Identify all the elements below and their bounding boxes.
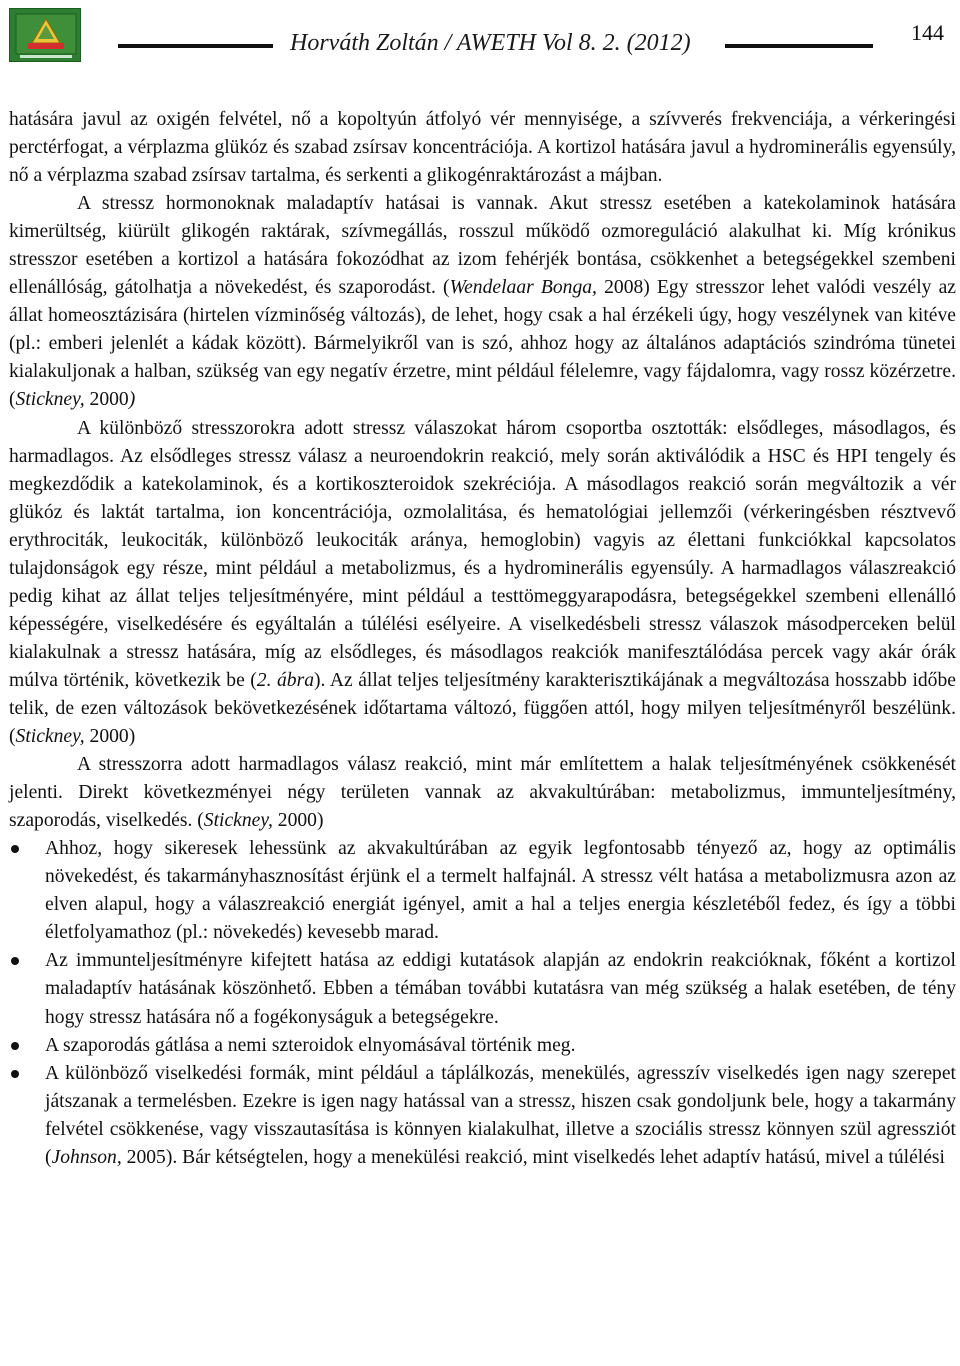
paragraph: [9, 415, 956, 752]
text-run: ). Az állat teljes teljesítmény karakterisztikájának a megváltozása hosszabb időbe telik, de ezen változások bekövetkezésének időtartama változó, függően attól, hogy milyen teljesítményről beszélünk. (: [9, 669, 956, 748]
italic-citation: Johnson,: [51, 1146, 122, 1168]
article-body: [9, 106, 956, 1172]
text-run: A stresszorra adott harmadlagos válasz reakció, mint már említettem a halak teljesítményének csökkenését jelenti. Direkt következményei négy területen vannak az akvakultúrában: metabolizmus, immunteljesítmény, szaporodás, viselkedés. (: [9, 754, 956, 832]
italic-citation: 2. ábra: [256, 669, 315, 691]
bullet-item: [9, 947, 956, 1031]
text-run: 2000: [84, 389, 129, 411]
text-run: A szaporodás gátlása a nemi szteroidok elnyomásával történik meg.: [45, 1034, 576, 1056]
bullet-item: [9, 1060, 956, 1172]
italic-citation: Stickney,: [15, 389, 85, 411]
page-header: [0, 0, 960, 72]
paragraph: [9, 751, 956, 835]
italic-citation: Stickney,: [15, 726, 85, 748]
header-rule-left: [118, 44, 273, 48]
text-run: hatására javul az oxigén felvétel, nő a kopoltyún átfolyó vér mennyisége, a szívverés frekvenciája, a vérkeringési perctérfogat, a vérplazma glükóz és szabad zsírsav koncentrációja. A kortizol hatására javul a hydrominerális egyensúly, nő a vérplazma szabad zsírsav tartalma, és serkenti a glikogénraktározást a májban.: [9, 109, 956, 187]
text-run: Az immunteljesítményre kifejtett hatása az eddigi kutatások alapján az endokrin reakcióknak, főként a kortizol maladaptív hatásának köszönhető. Ebben a témában további kutatásra van még szükség a halak esetében, de tény hogy stressz hatására nő a fogékonyságuk a betegségekre.: [45, 950, 956, 1028]
text-run: A stressz hormonoknak maladaptív hatásai is vannak. Akut stressz esetében a katekolaminok hatására kimerültség, kiürült glikogén raktárak, szívmegállás, rosszul működő ozmoreguláció alakulhat ki. Míg krónikus stresszor esetében a kortizol a hatására fokozódhat az izom fehérjék bontása, csökkenhet a betegségekkel szembeni ellenállóság, gátolhatja a növekedést, és szaporodást. (: [9, 193, 956, 299]
page-number: 144: [911, 20, 944, 45]
text-run: 2000): [272, 810, 324, 832]
text-run: 2005). Bár kétségtelen, hogy a menekülési reakció, mint viselkedés lehet adaptív hatású, mivel a túlélési: [121, 1146, 945, 1168]
italic-citation: Wendelaar Bonga,: [449, 277, 597, 299]
journal-logo: [9, 8, 81, 62]
text-run: A különböző viselkedési formák, mint például a táplálkozás, menekülés, agresszív viselkedés igen nagy szerepet játszanak a termelésben. Ezekre is igen nagy hatással van a stressz, hiszen csak gondoljunk bele, hogy a takarmány felvétel csökkenése, vagy visszautasítása is könnyen kialakulhat, illetve a szociális stressz könnyen szül agressziót (: [45, 1062, 956, 1168]
italic-citation: ): [128, 389, 136, 411]
bullet-item: [9, 1032, 956, 1060]
text-run: Ahhoz, hogy sikeresek lehessünk az akvakultúrában az egyik legfontosabb tényező az, hogy az optimális növekedést, és takarmányhasznosítást érjünk el a termelt halfajnál. A stressz vélt hatása a metabolizmusra azon az elven alapul, hogy a válaszreakció energiát igényel, amit a hal a teljes energia készletéből fedez, és így a többi életfolyamathoz (pl.: növekedés) kevesebb marad.: [45, 838, 956, 944]
bullet-dot-icon: [11, 845, 19, 853]
paragraph: [9, 190, 956, 414]
bullet-item: [9, 835, 956, 947]
bullet-list: [9, 835, 956, 1172]
text-run: 2000): [84, 726, 136, 748]
bullet-dot-icon: [11, 1042, 19, 1050]
paragraph: [9, 106, 956, 190]
text-run: A különböző stresszorokra adott stressz válaszokat három csoportba osztották: elsődleges, másodlagos, és harmadlagos. Az elsődleges stressz válasz a neuroendokrin reakció, mely során aktiválódik a HSC és HPI tengely és megkezdődik a katekolaminok, és a kortikoszteroidok szekréciója. A másodlagos reakció során megváltozik a vér glükóz és laktát tartalma, ion koncentrációja, ozmolalitása, és hematológiai jellemzői (vérkeringésben résztvevő erythrociták, leukociták, különböző leukociták aránya, hemoglobin) vagyis az élettani funkciókkal kapcsolatos tulajdonságok egy része, mint például a metabolizmus, és a hydrominerális egyensúly. A harmadlagos válaszreakció pedig kihat az állat teljes teljesítményére, mint például a testtömeggyarapodásra, betegségekkel szembeni ellenálló képességére, viselkedésére és egyáltalán a túlélési esélyeire. A viselkedésbeli stressz válaszok másodperceken belül kialakulnak a stressz hatására, míg az elsődleges, és másodlagos reakciók manifesztálódása percek vagy akár órák múlva történik, következik be (: [9, 417, 956, 691]
header-rule-right: [725, 44, 873, 48]
journal-title: Horváth Zoltán / AWETH Vol 8. 2. (2012): [290, 30, 691, 56]
logo-emblem-icon: [10, 9, 82, 63]
bullet-dot-icon: [11, 1070, 19, 1078]
italic-citation: Stickney,: [203, 810, 273, 832]
bullet-dot-icon: [11, 957, 19, 965]
text-run: 2008) Egy stresszor lehet valódi veszély az állat homeosztázisára (hirtelen vízminőség változás), de lehet, hogy csak a hal érzékeli úgy, hogy veszélynek van kitéve (pl.: emberi jelenlét a kádak között). Bármelyikről van is szó, ahhoz hogy az általános adaptációs szindróma tünetei kialakuljonak a halban, szükség van egy negatív érzetre, mint például félelemre, vagy fájdalomra, vagy rossz közérzetre. (: [9, 277, 956, 411]
